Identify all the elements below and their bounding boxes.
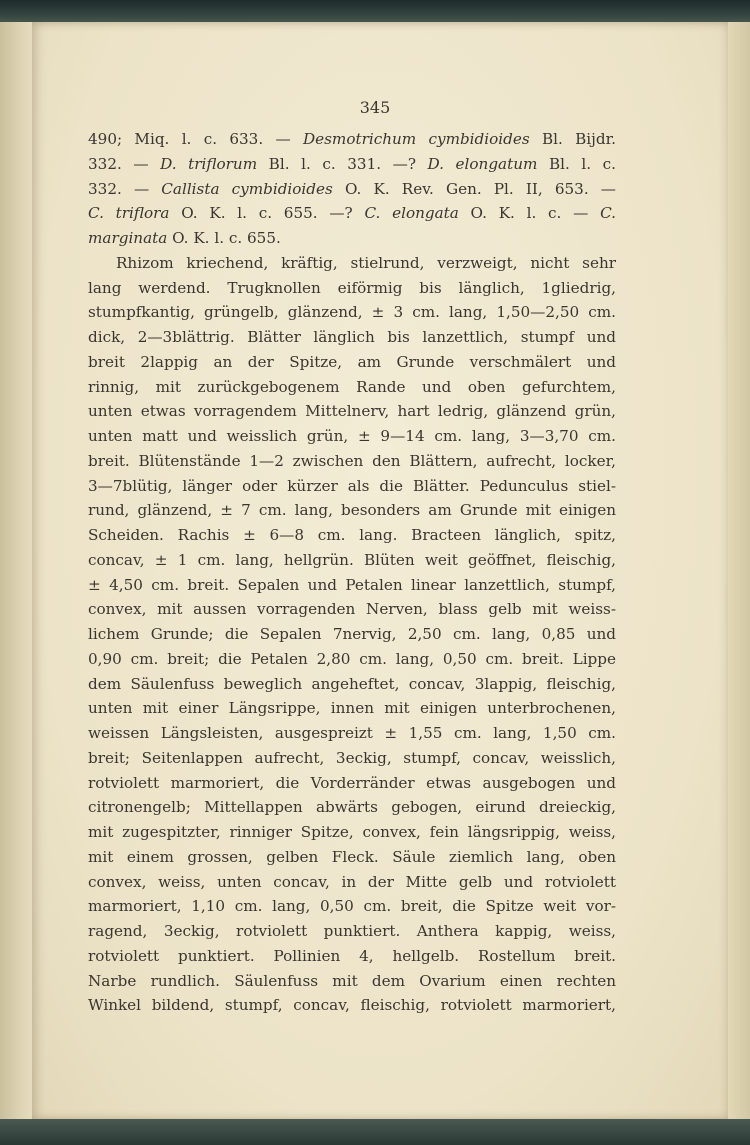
text-segment: citronengelb; Mittellappen abwärts gebogen, eirund dreieckig, bbox=[88, 798, 616, 817]
text-segment: unten etwas vorragendem Mittelnerv, hart ledrig, glänzend grün, bbox=[88, 402, 616, 421]
text-segment: unten mit einer Längsrippe, innen mit einigen unterbrochenen, bbox=[88, 699, 616, 718]
text-segment: rund, glänzend, ± 7 cm. lang, besonders am Grunde mit einigen bbox=[88, 501, 616, 520]
body-text bbox=[88, 127, 616, 1018]
text-line bbox=[88, 919, 616, 944]
text-segment: 332. — bbox=[88, 154, 161, 173]
text-line bbox=[88, 771, 616, 796]
text-line bbox=[88, 226, 616, 251]
text-segment: 332. — bbox=[88, 179, 162, 198]
text-segment: 490; Miq. l. c. 633. — bbox=[88, 130, 303, 148]
text-segment: 0,90 cm. breit; die Petalen 2,80 cm. lang, 0,50 cm. breit. Lippe bbox=[88, 649, 616, 668]
text-line bbox=[88, 474, 616, 499]
text-segment: rotviolett marmoriert, die Vorderränder etwas ausgebogen und bbox=[88, 773, 616, 792]
text-line bbox=[88, 375, 616, 400]
text-line bbox=[88, 523, 616, 548]
text-segment: weissen Längsleisten, ausgespreizt ± 1,55 cm. lang, 1,50 cm. bbox=[88, 724, 616, 742]
text-segment: O. K. l. c. 655. —? bbox=[169, 204, 365, 223]
text-line bbox=[88, 201, 616, 226]
text-line bbox=[88, 696, 616, 721]
text-segment: ragend, 3eckig, rotviolett punktiert. Anthera kappig, weiss, bbox=[88, 922, 616, 940]
text-line bbox=[88, 300, 616, 325]
text-segment: mit zugespitzter, rinniger Spitze, convex, fein längsrippig, weiss, bbox=[88, 823, 616, 841]
text-line bbox=[88, 498, 616, 523]
text-segment: O. K. l. c. 655. bbox=[167, 229, 281, 247]
text-segment: breit. Blütenstände 1—2 zwischen den Blättern, aufrecht, locker, bbox=[88, 451, 616, 470]
text-segment: stumpfkantig, grüngelb, glänzend, ± 3 cm. lang, 1,50—2,50 cm. bbox=[88, 303, 616, 322]
text-segment: Winkel bildend, stumpf, concav, fleischig, rotviolett marmoriert, bbox=[88, 996, 616, 1015]
text-line bbox=[88, 152, 616, 177]
italic-segment: C. triflora bbox=[88, 204, 170, 223]
text-segment: rinnig, mit zurückgebogenem Rande und oben gefurchtem, bbox=[88, 377, 616, 396]
text-line bbox=[88, 399, 616, 424]
text-segment: concav, ± 1 cm. lang, hellgrün. Blüten weit geöffnet, fleischig, bbox=[88, 550, 616, 569]
text-line bbox=[88, 127, 616, 152]
scan-bottom-edge bbox=[0, 1119, 750, 1145]
text-segment: breit; Seitenlappen aufrecht, 3eckig, stumpf, concav, weisslich, bbox=[88, 748, 616, 767]
text-line bbox=[88, 597, 616, 622]
italic-segment: Callista cymbidioides bbox=[161, 179, 333, 198]
text-segment: 3—7blütig, länger oder kürzer als die Blätter. Pedunculus stiel- bbox=[88, 476, 616, 495]
text-segment: mit einem grossen, gelben Fleck. Säule ziemlich lang, oben bbox=[88, 847, 616, 866]
text-segment: lichem Grunde; die Sepalen 7nervig, 2,50 cm. lang, 0,85 und bbox=[88, 625, 616, 643]
page-gutter bbox=[0, 22, 32, 1120]
text-segment: Bl. Bijdr. bbox=[529, 130, 616, 148]
text-line bbox=[88, 746, 616, 771]
text-line bbox=[88, 944, 616, 969]
text-segment: lang werdend. Trugknollen eiförmig bis länglich, 1gliedrig, bbox=[88, 278, 616, 297]
text-line bbox=[88, 622, 616, 647]
text-segment: Bl. l. c. 331. —? bbox=[257, 154, 428, 173]
scan-top-edge bbox=[0, 0, 750, 24]
text-segment: dick, 2—3blättrig. Blätter länglich bis lanzettlich, stumpf und bbox=[88, 328, 616, 346]
text-segment: rotviolett punktiert. Pollinien 4, hellgelb. Rostellum breit. bbox=[88, 946, 616, 965]
text-segment: breit 2lappig an der Spitze, am Grunde verschmälert und bbox=[88, 352, 616, 371]
text-line bbox=[88, 424, 616, 449]
italic-segment: D. triflorum bbox=[160, 154, 258, 173]
text-segment: ± 4,50 cm. breit. Sepalen und Petalen linear lanzettlich, stumpf, bbox=[88, 575, 616, 594]
italic-segment: C. elongata bbox=[364, 204, 459, 223]
text-line bbox=[88, 647, 616, 672]
text-segment: O. K. Rev. Gen. Pl. II, 653. — bbox=[332, 179, 616, 198]
text-line bbox=[88, 820, 616, 845]
text-line bbox=[88, 177, 616, 202]
text-line bbox=[88, 573, 616, 598]
text-line bbox=[88, 969, 616, 994]
text-line bbox=[88, 672, 616, 697]
italic-segment: Desmotrichum cymbidioides bbox=[302, 130, 530, 148]
text-segment: dem Säulenfuss beweglich angeheftet, concav, 3lappig, fleischig, bbox=[88, 674, 616, 693]
text-line bbox=[88, 251, 616, 276]
text-line bbox=[88, 870, 616, 895]
text-segment: Scheiden. Rachis ± 6—8 cm. lang. Bracteen länglich, spitz, bbox=[88, 526, 616, 544]
text-segment: O. K. l. c. — bbox=[458, 204, 601, 223]
text-line bbox=[88, 548, 616, 573]
text-segment: unten matt und weisslich grün, ± 9—14 cm. lang, 3—3,70 cm. bbox=[88, 427, 616, 445]
text-line bbox=[88, 325, 616, 350]
text-segment: convex, mit aussen vorragenden Nerven, blass gelb mit weiss- bbox=[88, 600, 616, 619]
text-line bbox=[88, 795, 616, 820]
italic-segment: marginata bbox=[88, 229, 168, 247]
text-segment: marmoriert, 1,10 cm. lang, 0,50 cm. breit, die Spitze weit vor- bbox=[88, 897, 616, 916]
page-right-edge bbox=[728, 22, 750, 1120]
italic-segment: D. elongatum bbox=[427, 154, 538, 173]
text-line bbox=[88, 449, 616, 474]
page-number: 345 bbox=[359, 98, 391, 117]
text-line bbox=[88, 350, 616, 375]
text-line bbox=[88, 721, 616, 746]
text-segment: Bl. l. c. bbox=[537, 154, 616, 173]
text-line bbox=[88, 276, 616, 301]
text-line bbox=[88, 894, 616, 919]
text-segment: Rhizom kriechend, kräftig, stielrund, verzweigt, nicht sehr bbox=[116, 253, 616, 272]
italic-segment: C. bbox=[600, 204, 616, 223]
text-segment: Narbe rundlich. Säulenfuss mit dem Ovarium einen rechten bbox=[88, 971, 616, 990]
text-line bbox=[88, 845, 616, 870]
text-segment: convex, weiss, unten concav, in der Mitte gelb und rotviolett bbox=[88, 872, 616, 891]
text-line bbox=[88, 993, 616, 1018]
